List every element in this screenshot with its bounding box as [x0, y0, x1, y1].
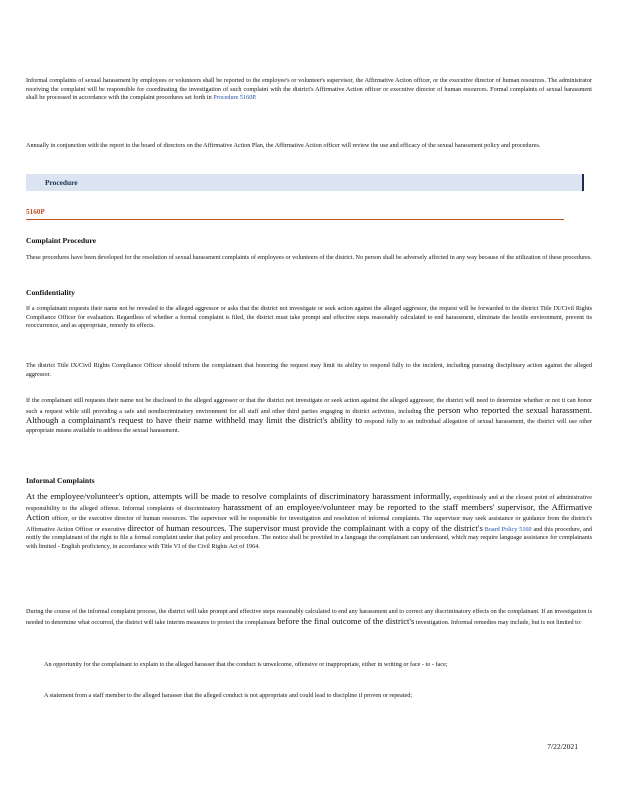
informal-p2-tail: investigation. Informal remedies may include, but is not limited to: — [415, 618, 582, 626]
intro-text-end: . — [255, 94, 257, 102]
confidentiality-paragraph-2: The district Title IX/Civil Rights Compliance Officer should inform the complainant that honoring the request may limit its ability to respond fully to the incident, including pursuing disciplinary action against the alleged aggressor. — [26, 362, 592, 378]
informal-paragraph-2 — [26, 608, 592, 627]
informal-p2-large-text: before the final outcome of the district's — [277, 615, 415, 626]
intro-paragraph-2: Annually in conjunction with the report to the board of directors on the Affirmative Action Plan, the Affirmative Action officer will review the use and efficacy of the sexual harassment policy and procedures. — [26, 142, 541, 149]
confidentiality-p3-text: If the complainant still requests their name not be disclosed to the alleged aggressor or that the district not investigate or seek action against the alleged aggressor, the district will need to determine whether or not it can honor such a request while still providing a safe and nondiscriminatory environment for all staff and other third parties engaging in district activities, including — [26, 397, 592, 415]
procedure-5160p-link[interactable]: Procedure 5160P — [213, 94, 256, 102]
intro-paragraph-1 — [26, 77, 592, 103]
complaint-procedure-text: These procedures have been developed for the resolution of sexual harassment complaints of employees or volunteers of the district. No person shall be adversely affected in any way because of the utilization of these procedures. — [26, 254, 592, 261]
board-policy-5160-link[interactable]: Board Policy 5160 — [484, 525, 532, 533]
intro-text: Informal complaints of sexual harassment by employees or volunteers shall be reported to the employee's or volunteer's supervisor, the Affirmative Action officer, or the executive director of human resources. The administrator receiving the complaint will be responsible for coordinating the investigation of such complaint with the district's Affirmative Action officer or executive director of human resources. Formal complaints of sexual harassment shall be processed in accordance with the complaint procedures set forth in — [26, 77, 592, 102]
confidentiality-p3-tail: respond fully to an individual allegation of sexual harassment, the district will use other appropriate means available to address the sexual harassment. — [26, 418, 593, 434]
confidentiality-paragraph-1: If a complainant requests their name not be revealed to the alleged aggressor or asks that the district not investigate or seek action against the alleged aggressor, the request will be forwarded to the district Title IX/Civil Rights Compliance Officer for evaluation. Regardless of whether a formal complaint is filed, the district must take prompt and effective steps reasonably calculated to end harassment, eliminate the hostile environment, prevent its reoccurrence, and as appropriate, remedy its effects. — [26, 305, 592, 330]
procedure-section-label: Procedure — [45, 178, 78, 187]
informal-large-text-3: director of human resources. The supervisor must provide the complainant with a copy of the district's — [127, 522, 483, 533]
informal-large-text-2: harassment of an employee/volunteer may be reported to the staff members' supervisor, the Affirmative Action — [26, 501, 593, 523]
procedure-section-bar — [26, 174, 584, 191]
informal-text-3: and this procedure, and notify the complainant of the right to file a formal complaint under that policy and procedure. The notice shall be provided in a language the complainant can understand, which may require language assistance for complainants with limited - English proficiency, in accordance with Title VI of the Civil Rights Act of 1964. — [26, 525, 593, 550]
informal-complaints-heading: Informal Complaints — [26, 476, 95, 485]
footer-date: 7/22/2021 — [547, 742, 578, 751]
informal-paragraph-1 — [26, 492, 592, 552]
informal-p2-text: During the course of the informal complaint process, the district will take prompt and effective steps reasonably calculated to end any harassment and to correct any discriminatory effects on the complainant. If an investigation is needed to determine what occurred, the district will take interim measures to protect the complainant — [26, 608, 592, 626]
policy-divider — [26, 219, 564, 220]
confidentiality-p3-large-text: the person who reported the sexual harassment. Although a complainant's request to have their name withheld may limit the district's ability to — [26, 404, 593, 426]
confidentiality-paragraph-3 — [26, 397, 592, 435]
informal-text-2: officer, or the executive director of human resources. The supervisor will be responsible for investigation and resolution of informal complaints. The supervisor may seek assistance or guidance from the district's Affirmative Action Officer or executive — [26, 515, 592, 533]
list-item-text: An opportunity for the complainant to explain to the alleged harasser that the conduct is unwelcome, offensive or inappropriate, either in writing or face - to - face; — [44, 661, 448, 668]
policy-number: 5160P — [26, 208, 45, 216]
list-item-text: A statement from a staff member to the alleged harasser that the alleged conduct is not appropriate and could lead to discipline if proven or repeated; — [44, 692, 413, 699]
confidentiality-heading: Confidentiality — [26, 288, 75, 297]
informal-large-text-1: At the employee/volunteer's option, attempts will be made to resolve complaints of discriminatory harassment informally, — [26, 491, 452, 501]
complaint-procedure-heading: Complaint Procedure — [26, 236, 96, 245]
informal-text-1: expeditiously and at the closest point of administrative responsibility to the alleged offense. Informal complaints of discriminatory — [26, 494, 592, 512]
